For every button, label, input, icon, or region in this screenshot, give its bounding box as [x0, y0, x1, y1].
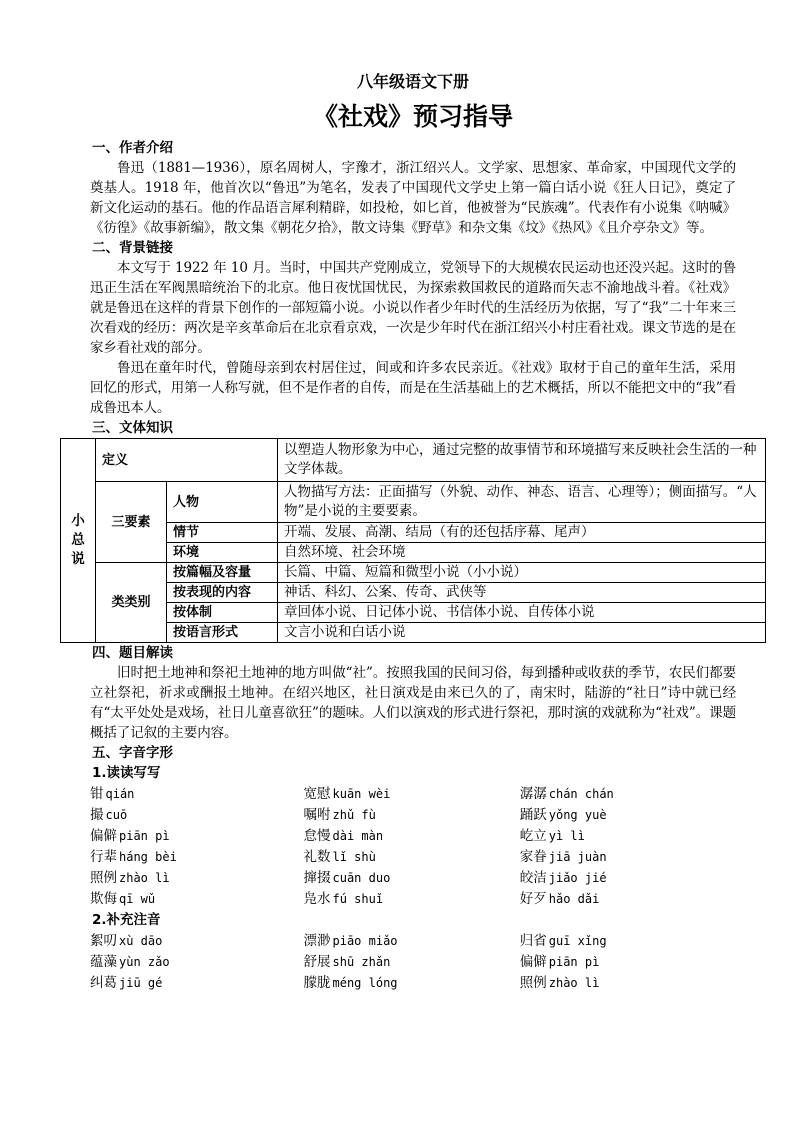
- word-row: [90, 826, 736, 847]
- word-entry: [90, 973, 304, 994]
- word-characters: 屹立: [519, 828, 547, 844]
- word-pinyin: piān pì: [119, 829, 170, 843]
- word-entry: [304, 952, 520, 973]
- word-entry: [304, 931, 520, 952]
- background-paragraph-2: 鲁迅在童年时代，曾随母亲到农村居住过，间或和许多农民亲近。《社戏》取材于自己的童年生活，采用回忆的形式，用第一人称写就，但不是作者的自传，而是在生活基础上的艺术概括，所以不能把文中的“我”看成鲁迅本人。: [90, 360, 737, 416]
- word-characters: 偏僻: [90, 828, 117, 844]
- element-key: 人物: [167, 482, 278, 523]
- word-pinyin: méng lóng: [332, 976, 398, 990]
- word-entry: [520, 784, 736, 805]
- word-characters: 蕴藻: [90, 954, 117, 970]
- word-entry: [90, 889, 304, 910]
- word-pinyin: háng bèi: [119, 850, 177, 864]
- title-reading-paragraph: 旧时把土地神和祭祀土地神的地方叫做“社”。按照我国的民间习俗，每到播种或收获的季节，农民们都要立社祭祀，祈求或酬报土地神。在绍兴地区，社日演戏是由来已久的了，南宋时，陆游的“社日”诗中就已经有“太平处处是戏场，社日儿童喜欲狂”的题味。人们以演戏的形式进行祭祀，那时演的戏就称为“社戏”。课题概括了记叙的主要内容。: [90, 665, 737, 741]
- word-pinyin: shū zhǎn: [332, 955, 391, 969]
- word-characters: 偏僻: [519, 954, 547, 970]
- word-entry: [304, 847, 520, 868]
- word-list-read-write: [90, 784, 736, 910]
- class-key: 按体制: [167, 603, 278, 623]
- word-characters: 撮: [90, 807, 104, 823]
- definition-label: 定义: [96, 439, 278, 482]
- word-row: [90, 847, 736, 868]
- word-list-extra-phonetics: [90, 931, 736, 994]
- word-entry: [520, 952, 736, 973]
- word-characters: 皎洁: [519, 870, 547, 886]
- element-value: 开端、发展、高潮、结局（有的还包括序幕、尾声）: [278, 523, 766, 543]
- word-pinyin: fú shuǐ: [332, 892, 384, 906]
- word-entry: [520, 889, 736, 910]
- classification-label: 类类别: [96, 563, 167, 643]
- word-pinyin: hǎo dǎi: [548, 892, 600, 906]
- class-key: 按表现的内容: [167, 583, 278, 603]
- word-pinyin: jiǎo jié: [548, 871, 607, 885]
- word-characters: 行辈: [90, 849, 117, 865]
- word-entry: [90, 847, 304, 868]
- word-pinyin: zhào lì: [548, 976, 600, 990]
- word-entry: [90, 868, 304, 889]
- word-row: [90, 805, 736, 826]
- word-entry: [304, 784, 520, 805]
- word-entry: [304, 868, 520, 889]
- document-title: 《社戏》预习指导: [312, 102, 513, 131]
- word-characters: 踊跃: [519, 807, 547, 823]
- document-page: [71, 70, 757, 994]
- word-pinyin: cuān duo: [332, 871, 391, 885]
- word-characters: 归省: [519, 933, 547, 949]
- word-row: [90, 952, 736, 973]
- word-row: [90, 931, 736, 952]
- element-value: 自然环境、社会环境: [278, 543, 766, 563]
- section-heading-background: 二、背景链接: [92, 240, 173, 256]
- word-entry: [90, 805, 304, 826]
- word-pinyin: piāo miǎo: [332, 934, 398, 948]
- word-entry: [520, 805, 736, 826]
- word-characters: 好歹: [519, 891, 547, 907]
- word-entry: [90, 931, 304, 952]
- section-heading-pronunciation: 五、字音字形: [92, 745, 173, 761]
- section-heading-author: 一、作者介绍: [92, 140, 173, 156]
- word-pinyin: qī wǔ: [119, 892, 156, 906]
- word-pinyin: yùn zǎo: [119, 955, 170, 969]
- element-value: 人物描写方法：正面描写（外貌、动作、神态、语言、心理等）；侧面描写。“人物”是小说的主要要素。: [278, 482, 766, 523]
- word-entry: [90, 826, 304, 847]
- class-key: 按语言形式: [167, 623, 278, 643]
- word-characters: 怠慢: [303, 828, 331, 844]
- word-characters: 舒展: [303, 954, 331, 970]
- word-characters: 纠葛: [90, 975, 117, 991]
- section-heading-title-reading: 四、题目解读: [92, 645, 173, 661]
- subsection-read-write: 1.读读写写: [92, 765, 161, 781]
- word-characters: 照例: [519, 975, 547, 991]
- word-pinyin: xù dāo: [119, 934, 163, 948]
- genre-summary-table: [60, 438, 766, 643]
- word-characters: 絮叨: [90, 933, 117, 949]
- class-value: 神话、科幻、公案、传奇、武侠等: [278, 583, 766, 603]
- word-characters: 照例: [90, 870, 117, 886]
- section-heading-genre: 三、文体知识: [92, 420, 173, 436]
- word-entry: [520, 973, 736, 994]
- subsection-extra-phonetics: 2.补充注音: [92, 912, 161, 928]
- word-entry: [520, 931, 736, 952]
- word-characters: 宽慰: [303, 786, 331, 802]
- word-entry: [304, 805, 520, 826]
- definition-text: 以塑造人物形象为中心，通过完整的故事情节和环境描写来反映社会生活的一种文学体裁。: [278, 439, 766, 482]
- word-entry: [520, 847, 736, 868]
- word-row: [90, 889, 736, 910]
- background-paragraph-1: 本文写于 1922 年 10 月。当时，中国共产党刚成立，党领导下的大规模农民运动也还没兴起。这时的鲁迅正生活在军阀黑暗统治下的北京。他日夜忧国忧民，为探索救国救民的道路而矢志不渝地战斗着。《社戏》就是鲁迅在这样的背景下创作的一部短篇小说。小说以作者少年时代的生活经历为依据，写了“我”二十年来三次看戏的经历：两次是辛亥革命后在北京看京戏，一次是少年时代在浙江绍兴小村庄看社戏。课文节选的是在家乡看社戏的部分。: [90, 260, 737, 356]
- word-pinyin: kuān wèi: [332, 787, 391, 801]
- word-pinyin: zhào lì: [119, 871, 170, 885]
- word-pinyin: yǒng yuè: [548, 808, 607, 822]
- word-pinyin: jiā juàn: [548, 850, 607, 864]
- word-entry: [90, 952, 304, 973]
- word-pinyin: yì lì: [548, 829, 585, 843]
- word-entry: [304, 889, 520, 910]
- summary-side-label: 小 总 说: [61, 439, 96, 643]
- word-pinyin: lǐ shù: [332, 850, 376, 864]
- word-entry: [90, 784, 304, 805]
- element-key: 情节: [167, 523, 278, 543]
- class-value: 长篇、中篇、短篇和微型小说（小小说）: [278, 563, 766, 583]
- word-entry: [304, 973, 520, 994]
- word-characters: 礼数: [303, 849, 331, 865]
- word-characters: 朦胧: [303, 975, 331, 991]
- word-pinyin: cuō: [105, 808, 128, 822]
- word-pinyin: jiū gé: [119, 976, 163, 990]
- word-characters: 撺掇: [303, 870, 331, 886]
- class-key: 按篇幅及容量: [167, 563, 278, 583]
- word-row: [90, 868, 736, 889]
- word-entry: [520, 826, 736, 847]
- author-paragraph: 鲁迅（1881—1936），原名周树人，字豫才，浙江绍兴人。文学家、思想家、革命家，中国现代文学的奠基人。1918 年，他首次以“鲁迅”为笔名，发表了中国现代文学史上第一篇白话小说《狂人日记》，奠定了新文化运动的基石。他的作品语言犀利精辟，如投枪，如匕首，他被誉为“民族魂”。代表作有小说集《呐喊》《彷徨》《故事新编》，散文集《朝花夕拾》，散文诗集《野草》和杂文集《坟》《热风》《且介亭杂文》等。: [90, 160, 737, 236]
- word-entry: [520, 868, 736, 889]
- document-subtitle: 八年级语文下册: [356, 72, 469, 91]
- element-key: 环境: [167, 543, 278, 563]
- word-pinyin: dài màn: [332, 829, 384, 843]
- three-elements-label: 三要素: [96, 482, 167, 563]
- word-characters: 钳: [90, 786, 104, 802]
- word-characters: 家眷: [519, 849, 547, 865]
- word-row: [90, 784, 736, 805]
- word-characters: 嘱咐: [303, 807, 331, 823]
- word-entry: [304, 826, 520, 847]
- word-characters: 欺侮: [90, 891, 117, 907]
- word-pinyin: guī xǐng: [548, 934, 607, 948]
- word-characters: 潺潺: [519, 786, 547, 802]
- class-value: 文言小说和白话小说: [278, 623, 766, 643]
- class-value: 章回体小说、日记体小说、书信体小说、自传体小说: [278, 603, 766, 623]
- word-pinyin: piān pì: [548, 955, 600, 969]
- word-characters: 漂渺: [303, 933, 331, 949]
- word-pinyin: zhǔ fù: [332, 808, 376, 822]
- word-pinyin: qián: [105, 787, 135, 801]
- word-characters: 凫水: [303, 891, 331, 907]
- word-pinyin: chán chán: [548, 787, 614, 801]
- word-row: [90, 973, 736, 994]
